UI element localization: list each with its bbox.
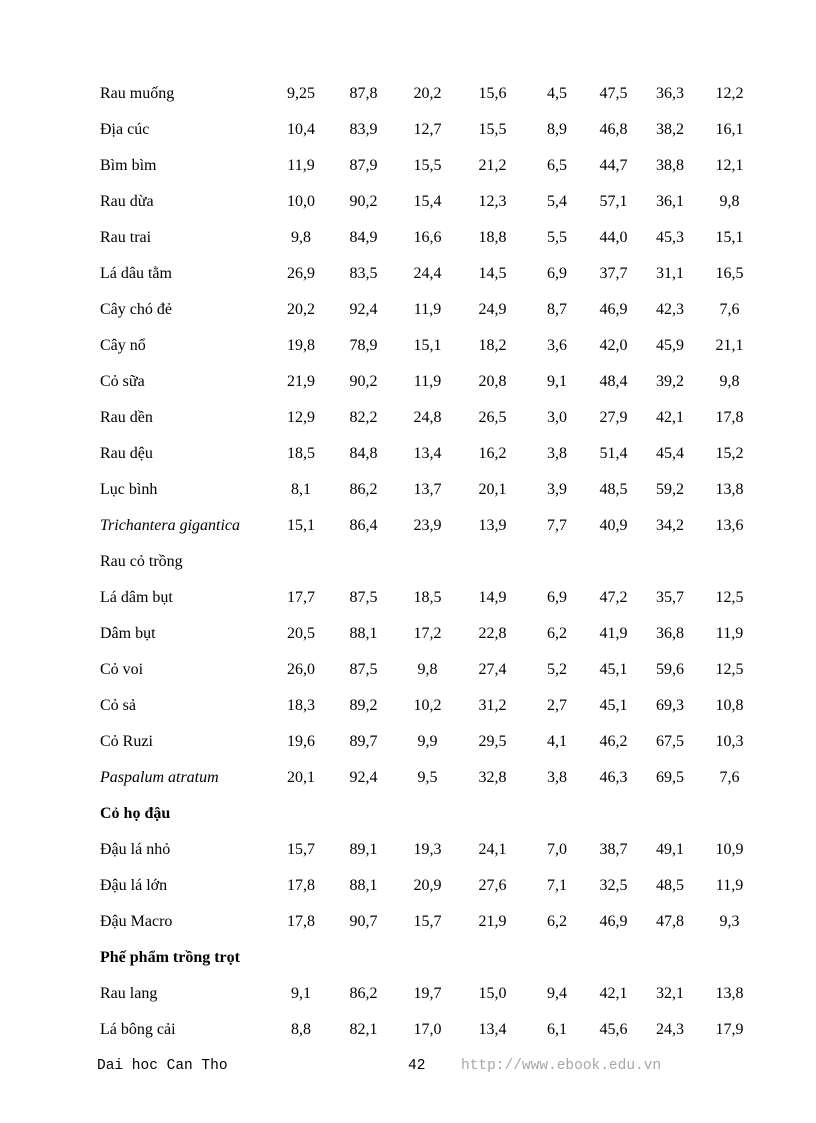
table-cell: [646, 940, 694, 976]
table-cell: 87,8: [349, 85, 378, 102]
table-cell: 13,7: [413, 481, 442, 498]
table-cell: 36,8: [656, 625, 684, 642]
table-cell: 18,5: [413, 589, 442, 606]
table-cell: 18,3: [287, 697, 315, 714]
row-label: Cây nổ: [100, 337, 146, 354]
table-body: [100, 76, 765, 1048]
table-cell: 15,6: [478, 85, 507, 102]
table-cell: 20,1: [287, 769, 315, 786]
table-cell: 41,9: [599, 625, 628, 642]
table-cell: 48,4: [599, 373, 628, 390]
table-cell: 11,9: [715, 877, 744, 894]
table-cell: [533, 940, 581, 976]
table-row: [100, 292, 765, 328]
table-cell: 21,9: [478, 913, 507, 930]
table-row: [100, 868, 765, 904]
table-cell: 16,1: [715, 121, 744, 138]
table-cell: [403, 544, 452, 580]
table-cell: 46,2: [599, 733, 628, 750]
table-cell: 21,2: [478, 157, 507, 174]
table-cell: 47,5: [599, 85, 628, 102]
table-cell: 24,9: [478, 301, 507, 318]
table-cell: 8,7: [547, 301, 567, 318]
table-cell: 16,6: [413, 229, 442, 246]
table-cell: [452, 544, 533, 580]
table-cell: 9,8: [417, 661, 438, 678]
table-cell: [452, 796, 533, 832]
table-cell: 12,1: [715, 157, 744, 174]
table-cell: 16,2: [478, 445, 507, 462]
table-cell: 83,5: [349, 265, 378, 282]
row-label: Cỏ Ruzi: [100, 733, 153, 750]
table-cell: 19,8: [287, 337, 315, 354]
table-cell: 5,5: [547, 229, 567, 246]
table-row: [100, 760, 765, 796]
table-cell: 6,9: [547, 589, 567, 606]
table-cell: 83,9: [349, 121, 378, 138]
table-cell: 15,1: [413, 337, 442, 354]
row-label: Rau dệu: [100, 445, 153, 462]
table-cell: 78,9: [349, 337, 378, 354]
table-cell: 15,0: [478, 985, 507, 1002]
table-cell: 89,7: [349, 733, 378, 750]
table-row: [100, 904, 765, 940]
table-cell: 18,2: [478, 337, 507, 354]
table-row: [100, 436, 765, 472]
table-cell: 2,7: [547, 697, 567, 714]
row-label: Paspalum atratum: [100, 769, 219, 786]
table-cell: 19,6: [287, 733, 315, 750]
table-cell: 34,2: [656, 517, 684, 534]
table-cell: 16,5: [715, 265, 744, 282]
table-cell: 42,1: [599, 985, 628, 1002]
table-cell: 10,4: [287, 121, 315, 138]
table-cell: 89,2: [349, 697, 378, 714]
row-label: Rau dền: [100, 409, 153, 426]
table-cell: 27,9: [599, 409, 628, 426]
row-label: Bìm bìm: [100, 157, 157, 174]
table-cell: 11,9: [287, 157, 315, 174]
table-cell: 49,1: [656, 841, 684, 858]
row-label: Lá dâu tằm: [100, 265, 172, 282]
table-cell: 27,6: [478, 877, 507, 894]
table-cell: 51,4: [599, 445, 628, 462]
table-cell: 46,8: [599, 121, 628, 138]
table-cell: 46,9: [599, 913, 628, 930]
nutrient-table: [100, 76, 765, 1048]
table-cell: 44,7: [599, 157, 628, 174]
table-cell: [646, 796, 694, 832]
table-cell: 40,9: [599, 517, 628, 534]
table-cell: 17,8: [287, 877, 315, 894]
table-cell: 12,9: [287, 409, 315, 426]
table-cell: 11,9: [413, 301, 442, 318]
table-cell: 10,2: [413, 697, 442, 714]
table-cell: 13,9: [478, 517, 507, 534]
table-cell: 48,5: [599, 481, 628, 498]
table-row: [100, 580, 765, 616]
table-cell: 90,7: [349, 913, 378, 930]
table-cell: 90,2: [349, 193, 378, 210]
table-cell: 13,4: [478, 1021, 507, 1038]
table-cell: 14,5: [478, 265, 507, 282]
table-cell: 15,1: [287, 517, 315, 534]
section-heading: Cỏ họ đậu: [100, 805, 171, 822]
table-cell: 46,9: [599, 301, 628, 318]
table-cell: 44,0: [599, 229, 628, 246]
table-cell: 11,9: [413, 373, 442, 390]
table-cell: 20,5: [287, 625, 315, 642]
table-cell: 13,6: [715, 517, 744, 534]
row-label: Đậu lá nhỏ: [100, 841, 171, 858]
table-cell: [403, 940, 452, 976]
table-cell: 9,1: [291, 985, 311, 1002]
table-cell: 7,0: [547, 841, 567, 858]
table-cell: 46,3: [599, 769, 628, 786]
page-number: 42: [408, 1058, 426, 1074]
table-cell: 11,9: [715, 625, 744, 642]
table-cell: 13,4: [413, 445, 442, 462]
table-cell: [694, 544, 765, 580]
row-label: Địa cúc: [100, 121, 150, 138]
row-label: Dâm bụt: [100, 625, 156, 642]
table-cell: 37,7: [599, 265, 628, 282]
page-footer: [0, 1058, 816, 1078]
table-cell: 6,2: [547, 625, 567, 642]
table-cell: 6,9: [547, 265, 567, 282]
table-row: [100, 148, 765, 184]
table-cell: 45,6: [599, 1021, 628, 1038]
table-cell: 88,1: [349, 625, 378, 642]
table-cell: [278, 796, 324, 832]
table-cell: 84,8: [349, 445, 378, 462]
table-cell: 15,7: [287, 841, 315, 858]
table-cell: 10,3: [715, 733, 744, 750]
table-cell: 29,5: [478, 733, 507, 750]
table-cell: 20,2: [287, 301, 315, 318]
table-cell: 9,25: [287, 85, 315, 102]
table-cell: 12,5: [715, 589, 744, 606]
table-cell: 7,6: [719, 769, 740, 786]
table-cell: 18,5: [287, 445, 315, 462]
table-cell: 15,2: [715, 445, 744, 462]
table-cell: 31,2: [478, 697, 507, 714]
table-cell: 26,9: [287, 265, 315, 282]
table-cell: 6,2: [547, 913, 567, 930]
table-cell: 38,2: [656, 121, 684, 138]
row-label: Đậu Macro: [100, 913, 173, 930]
row-label: Rau trai: [100, 229, 152, 246]
table-cell: 4,5: [547, 85, 567, 102]
table-cell: 24,3: [656, 1021, 684, 1038]
table-cell: 17,8: [287, 913, 315, 930]
table-cell: 9,8: [291, 229, 311, 246]
table-cell: [324, 796, 403, 832]
table-cell: 10,0: [287, 193, 315, 210]
table-cell: 8,9: [547, 121, 567, 138]
table-cell: 59,6: [656, 661, 684, 678]
table-cell: 6,5: [547, 157, 567, 174]
table-row: [100, 796, 765, 832]
table-cell: 42,3: [656, 301, 684, 318]
table-cell: 27,4: [478, 661, 507, 678]
table-cell: 13,8: [715, 481, 744, 498]
table-cell: 17,9: [715, 1021, 744, 1038]
table-cell: 15,5: [413, 157, 442, 174]
table-cell: 7,6: [719, 301, 740, 318]
table-cell: 5,4: [547, 193, 567, 210]
table-cell: 32,5: [599, 877, 628, 894]
table-cell: 39,2: [656, 373, 684, 390]
table-cell: [694, 796, 765, 832]
table-cell: 32,8: [478, 769, 507, 786]
row-label: Trichantera gigantica: [100, 517, 240, 534]
table-cell: [581, 544, 646, 580]
table-cell: 18,8: [478, 229, 507, 246]
table-cell: 38,8: [656, 157, 684, 174]
table-cell: 8,1: [291, 481, 311, 498]
table-cell: [403, 796, 452, 832]
table-cell: 69,3: [656, 697, 684, 714]
table-row: [100, 472, 765, 508]
table-cell: 9,8: [719, 193, 740, 210]
table-cell: 45,1: [599, 697, 628, 714]
table-row: [100, 724, 765, 760]
table-row: [100, 1012, 765, 1048]
table-cell: 20,2: [413, 85, 442, 102]
row-label: Lá dâm bụt: [100, 589, 173, 606]
row-label: Rau cỏ trồng: [100, 553, 183, 570]
table-row: [100, 112, 765, 148]
table-cell: 32,1: [656, 985, 684, 1002]
table-cell: 86,2: [349, 481, 378, 498]
table-cell: 20,8: [478, 373, 507, 390]
table-cell: 36,1: [656, 193, 684, 210]
table-row: [100, 976, 765, 1012]
table-cell: 35,7: [656, 589, 684, 606]
table-cell: 21,9: [287, 373, 315, 390]
table-cell: 67,5: [656, 733, 684, 750]
table-cell: 92,4: [349, 769, 378, 786]
table-cell: 17,8: [715, 409, 744, 426]
row-label: Rau muống: [100, 85, 175, 102]
table-cell: 7,1: [547, 877, 567, 894]
table-cell: 87,9: [349, 157, 378, 174]
table-row: [100, 940, 765, 976]
table-cell: 4,1: [547, 733, 567, 750]
row-label: Lục bình: [100, 481, 158, 498]
table-cell: 26,0: [287, 661, 315, 678]
table-cell: 10,9: [715, 841, 744, 858]
table-cell: 20,9: [413, 877, 442, 894]
table-cell: 57,1: [599, 193, 628, 210]
table-cell: 15,4: [413, 193, 442, 210]
table-cell: 36,3: [656, 85, 684, 102]
table-cell: 3,8: [547, 445, 567, 462]
table-cell: 19,3: [413, 841, 442, 858]
table-cell: 47,8: [656, 913, 684, 930]
table-cell: 19,7: [413, 985, 442, 1002]
table-cell: 24,8: [413, 409, 442, 426]
table-cell: 3,0: [547, 409, 567, 426]
table-cell: [324, 544, 403, 580]
table-cell: [533, 796, 581, 832]
row-label: Rau dừa: [100, 193, 154, 210]
table-cell: 90,2: [349, 373, 378, 390]
table-cell: [278, 544, 324, 580]
footer-url: http://www.ebook.edu.vn: [461, 1058, 662, 1074]
table-cell: 87,5: [349, 589, 378, 606]
table-cell: 3,9: [547, 481, 567, 498]
table-cell: 15,5: [478, 121, 507, 138]
row-label: Cây chó đẻ: [100, 301, 172, 318]
table-cell: [324, 940, 403, 976]
table-cell: 9,4: [547, 985, 567, 1002]
table-cell: 31,1: [656, 265, 684, 282]
table-cell: 38,7: [599, 841, 628, 858]
table-row: [100, 832, 765, 868]
table-cell: 42,0: [599, 337, 628, 354]
footer-source: Dai hoc Can Tho: [97, 1058, 228, 1074]
table-cell: 82,1: [349, 1021, 378, 1038]
table-cell: 9,8: [719, 373, 740, 390]
table-cell: 87,5: [349, 661, 378, 678]
table-cell: 47,2: [599, 589, 628, 606]
table-cell: 17,2: [413, 625, 442, 642]
table-cell: 9,9: [417, 733, 438, 750]
table-row: [100, 688, 765, 724]
table-cell: 86,4: [349, 517, 378, 534]
table-row: [100, 616, 765, 652]
table-cell: 48,5: [656, 877, 684, 894]
table-cell: 5,2: [547, 661, 567, 678]
table-row: [100, 364, 765, 400]
table-cell: 15,7: [413, 913, 442, 930]
table-cell: 82,2: [349, 409, 378, 426]
table-cell: 20,1: [478, 481, 507, 498]
table-cell: 69,5: [656, 769, 684, 786]
table-cell: 22,8: [478, 625, 507, 642]
table-cell: 10,8: [715, 697, 744, 714]
table-cell: 15,1: [715, 229, 744, 246]
table-cell: 12,5: [715, 661, 744, 678]
table-cell: 9,5: [417, 769, 438, 786]
table-cell: 89,1: [349, 841, 378, 858]
table-cell: 12,3: [478, 193, 507, 210]
table-cell: 59,2: [656, 481, 684, 498]
table-cell: 45,9: [656, 337, 684, 354]
table-cell: 45,1: [599, 661, 628, 678]
table-row: [100, 184, 765, 220]
row-label: Cỏ sả: [100, 697, 136, 714]
table-cell: 3,6: [547, 337, 567, 354]
table-cell: 45,3: [656, 229, 684, 246]
table-cell: 8,8: [291, 1021, 311, 1038]
table-cell: 6,1: [547, 1021, 567, 1038]
table-row: [100, 76, 765, 112]
row-label: Cỏ sữa: [100, 373, 145, 390]
table-row: [100, 220, 765, 256]
table-cell: 12,7: [413, 121, 442, 138]
table-cell: 26,5: [478, 409, 507, 426]
table-cell: [581, 796, 646, 832]
table-cell: 92,4: [349, 301, 378, 318]
row-label: Cỏ voi: [100, 661, 144, 678]
table-cell: 17,0: [413, 1021, 442, 1038]
section-heading: Phế phẩm trồng trọt: [100, 949, 240, 966]
table-cell: 86,2: [349, 985, 378, 1002]
table-cell: 17,7: [287, 589, 315, 606]
table-cell: 3,8: [547, 769, 567, 786]
table-cell: 14,9: [478, 589, 507, 606]
table-cell: 45,4: [656, 445, 684, 462]
row-label: Rau lang: [100, 985, 158, 1002]
table-cell: 24,1: [478, 841, 507, 858]
table-cell: [694, 940, 765, 976]
table-cell: [533, 544, 581, 580]
table-row: [100, 544, 765, 580]
table-cell: 9,1: [547, 373, 567, 390]
table-row: [100, 508, 765, 544]
table-cell: 7,7: [547, 517, 567, 534]
table-cell: 13,8: [715, 985, 744, 1002]
table-row: [100, 256, 765, 292]
table-cell: 88,1: [349, 877, 378, 894]
table-row: [100, 652, 765, 688]
table-cell: 9,3: [719, 913, 740, 930]
table-cell: 23,9: [413, 517, 442, 534]
table-cell: [278, 940, 324, 976]
table-cell: [452, 940, 533, 976]
row-label: Đậu lá lớn: [100, 877, 168, 894]
table-cell: 21,1: [715, 337, 744, 354]
table-cell: [581, 940, 646, 976]
table-cell: 42,1: [656, 409, 684, 426]
table-row: [100, 328, 765, 364]
table-cell: 12,2: [715, 85, 744, 102]
table-cell: 84,9: [349, 229, 378, 246]
table-cell: [646, 544, 694, 580]
table-cell: 24,4: [413, 265, 442, 282]
table-row: [100, 400, 765, 436]
row-label: Lá bông cải: [100, 1021, 176, 1038]
